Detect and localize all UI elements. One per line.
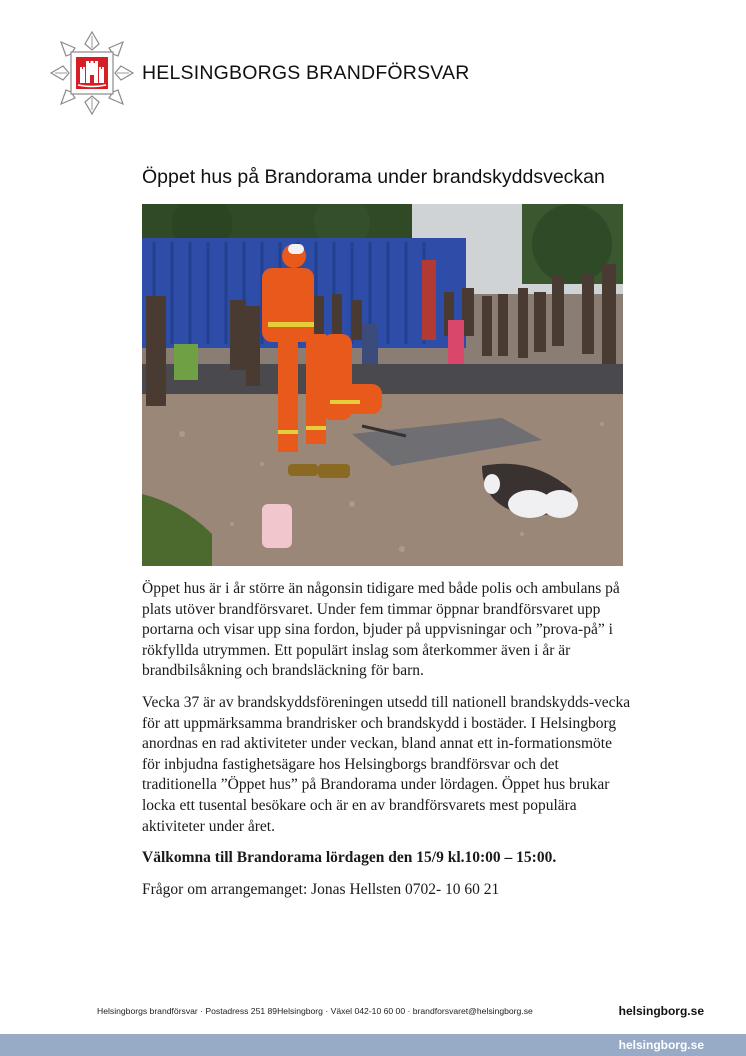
paragraph: Vecka 37 är av brandskyddsföreningen utsedd till nationell brandskydds-vecka för att uppmärksamma brandrisker och brandskydd i bostäder. I Helsingborg anordnas en rad aktiviteter under veckan, bland annat ett in-formationsmöte för inbjudna fastighetsägare hos Helsingborgs brandförsvar och det traditionella ”Öppet hus” på Brandorama under lördagen. Öppet hus brukar locka ett tusental besökare och är en av brandförsvarets mest populära aktiviteter under året.	[142, 693, 631, 835]
article-title: Öppet hus på Brandorama under brandskyddsveckan	[142, 166, 605, 188]
fire-department-emblem-icon	[49, 30, 135, 116]
footer-bar-website-link[interactable]: helsingborg.se	[618, 1038, 704, 1052]
organization-name: HELSINGBORGS BRANDFÖRSVAR	[142, 62, 470, 84]
paragraph: Öppet hus är i år större än någonsin tidigare med både polis och ambulans på plats utöver brandförsvaret. Under fem timmar öppnar brandförsvaret upp portarna och visar upp sina fordon, bjuder på uppvisningar och ”prova-på” i rökfyllda utrymmen. Ett populärt inslag som återkommer även i år är brandbilsåkning och brandsläckning för barn.	[142, 580, 620, 680]
article-body	[142, 579, 632, 911]
welcome-line: Välkomna till Brandorama lördagen den 15/9 kl.10:00 – 15:00.	[142, 849, 557, 867]
contact-line: Frågor om arrangemanget: Jonas Hellsten 0702- 10 60 21	[142, 880, 500, 898]
firefighter-demonstration-photo	[142, 204, 623, 566]
footer-address: Helsingborgs brandförsvar · Postadress 251 89Helsingborg · Växel 042-10 60 00 · brandforsvaret@helsingborg.se	[97, 1006, 533, 1016]
footer-website-link[interactable]: helsingborg.se	[618, 1004, 704, 1018]
footer-bar	[0, 1034, 746, 1056]
